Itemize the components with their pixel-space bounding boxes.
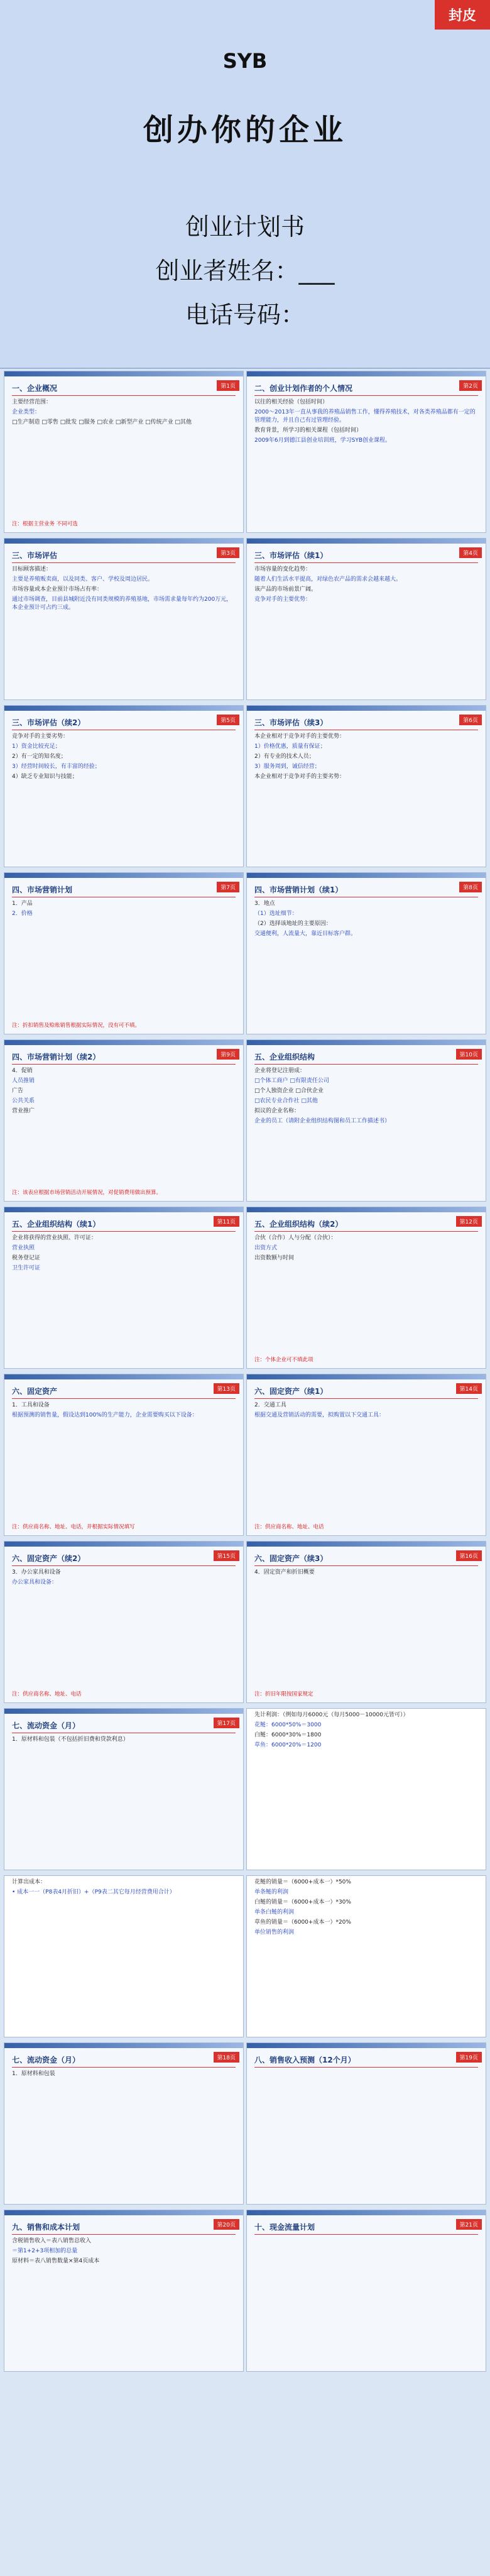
slide-line: 本企业相对于竞争对手的主要劣势：: [254, 774, 346, 780]
slide-line: 通过市场调查，目前县城附近没有同类规模的养殖基地，市场需求量每年约为200万元，本企业预计可占约三成。: [12, 596, 232, 611]
slide-thumbnail[interactable]: [4, 1207, 244, 1369]
slide-page-badge: 第4页: [459, 547, 482, 558]
slide-row: [0, 371, 490, 533]
slide-line: 该产品的市场前景广阔。: [254, 586, 317, 593]
slide-line: 4．促销: [12, 1068, 33, 1074]
slide-title: 四、市场营销计划（续2）: [12, 1051, 236, 1065]
slide-header-bar: [4, 1374, 243, 1379]
slide-line: 2）有一定的知名度；: [12, 754, 67, 760]
slide-note: 注：供应商名称、地址、电话，并根据实际情况填写: [12, 1524, 135, 1530]
slide-title: 六、固定资产: [12, 1386, 236, 1399]
slide-line: 2000～2013年一直从事我的养殖品销售工作，懂得养殖技术，对各类养殖品都有一定的管理能力，并且自己有过管理经验。: [254, 409, 476, 424]
slide-page-badge: 第20页: [214, 2219, 239, 2230]
slide-title: 六、固定资产（续2）: [12, 1553, 236, 1566]
slide-thumbnail[interactable]: [246, 371, 486, 533]
slide-thumbnail[interactable]: [4, 2210, 244, 2372]
slide-page-badge: 第12页: [456, 1216, 482, 1227]
slide-line: 计算出成本：: [12, 1879, 46, 1885]
slide-thumbnail[interactable]: [4, 371, 244, 533]
slide-header-bar: [247, 1207, 486, 1212]
slide-page-badge: 第15页: [214, 1550, 239, 1561]
slide-note: 注：根据主营业务 不同可选: [12, 521, 78, 527]
slide-line: □个体工商户 □有限责任公司: [254, 1078, 329, 1084]
slide-thumbnail[interactable]: [4, 1708, 244, 1870]
slide-line: 主要经营范围：: [12, 399, 52, 405]
slide-body: [12, 900, 236, 918]
slide-grid: [0, 371, 490, 2377]
slide-body: [12, 1234, 236, 1273]
slide-line: 先计利润：（例如每月6000元（每月5000－10000元皆可））: [254, 1712, 409, 1718]
slide-header-bar: [247, 706, 486, 711]
slide-line: 卫生许可证: [12, 1265, 41, 1271]
slide-line: 白鲢：6000*30%＝1800: [254, 1732, 322, 1738]
slide-row: [0, 1708, 490, 1870]
slide-body: [12, 1736, 236, 1744]
syb-title: SYB: [222, 49, 268, 73]
slide-title: 七、流动资金（月）: [12, 1720, 236, 1733]
slide-body: [12, 566, 236, 612]
slide-header-bar: [247, 2043, 486, 2048]
slide-header-bar: [4, 1542, 243, 1547]
slide-title: 十、现金流量计划: [254, 2222, 478, 2235]
slide-page-badge: 第19页: [456, 2052, 482, 2063]
slide-body: [254, 733, 478, 781]
slide-page-badge: 第3页: [217, 547, 239, 558]
slide-line: • 成本一一（P8表4月折旧）+（P9表二其它每月经营费用合计）: [12, 1889, 175, 1895]
name-line: 创业者姓名：___: [155, 257, 335, 285]
slide-thumbnail[interactable]: [246, 2210, 486, 2372]
slide-thumbnail[interactable]: [4, 2042, 244, 2205]
slide-row: [0, 1541, 490, 1703]
slide-line: （1）选址细节：: [254, 911, 298, 917]
slide-line: 广告: [12, 1088, 24, 1094]
slide-line: 教育背景，所学习的相关课程（包括时间）: [254, 427, 362, 434]
slide-title: 四、市场营销计划: [12, 884, 236, 897]
slide-thumbnail[interactable]: [246, 2042, 486, 2205]
slide-body: [12, 2070, 236, 2078]
slide-line: 公共关系: [12, 1098, 35, 1104]
slide-line: 企业类型：: [12, 409, 41, 415]
slide-row: [0, 872, 490, 1034]
slide-line: 人员推销: [12, 1078, 35, 1084]
slide-header-bar: [4, 706, 243, 711]
slide-header-bar: [4, 539, 243, 544]
slide-header-bar: [4, 371, 243, 376]
slide-line: 企业将登记注册成：: [254, 1068, 306, 1074]
slide-body: [12, 1067, 236, 1115]
slide-line: 草鱼的销量＝（6000+成本一）*20%: [254, 1919, 351, 1926]
slide-note: 注：个体企业可不填此项: [254, 1357, 313, 1363]
slide-line: 2）有专业的技术人员；: [254, 754, 315, 760]
slide-title: 九、销售和成本计划: [12, 2222, 236, 2235]
slide-line: ＝第1+2+3项相加的总量: [12, 2248, 78, 2254]
slide-row: [0, 1374, 490, 1536]
slide-thumbnail[interactable]: [246, 1374, 486, 1536]
slide-title: 五、企业组织结构（续1）: [12, 1219, 236, 1232]
cover-page: [0, 0, 490, 369]
slide-thumbnail[interactable]: [246, 1875, 486, 2037]
slide-line: 2．价格: [12, 911, 33, 917]
slide-body: [12, 2237, 236, 2266]
slide-header-bar: [4, 2210, 243, 2215]
slide-row: [0, 2210, 490, 2372]
slide-thumbnail[interactable]: [246, 1541, 486, 1703]
slide-header-bar: [4, 1040, 243, 1045]
slide-thumbnail[interactable]: [4, 705, 244, 867]
slide-row: [0, 538, 490, 700]
slide-line: 4．固定资产和折旧概要: [254, 1569, 315, 1576]
slide-line: 2009年6月到德江县创业培训班，学习SYB创业课程。: [254, 437, 391, 444]
slide-row: [0, 2042, 490, 2205]
slide-line: 以往的相关经验（包括时间）: [254, 399, 329, 405]
slide-line: 企业将获得的营业执照、许可证：: [12, 1235, 97, 1241]
slide-line: 拟议的企业名称：: [254, 1108, 300, 1114]
slide-line: 办公家具和设备：: [12, 1579, 58, 1586]
main-title: 创办你的企业: [143, 112, 347, 148]
slide-body: [12, 1569, 236, 1587]
slide-line: 白鲢的销量＝（6000+成本一）*30%: [254, 1899, 351, 1905]
slide-line: 花鲢的销量＝（6000+成本一）*50%: [254, 1879, 351, 1885]
slide-line: 企业的员工（请附企业组织结构图和员工工作描述书）: [254, 1118, 391, 1124]
slide-line: 1．产品: [12, 901, 33, 907]
slide-page-badge: 第1页: [217, 380, 239, 391]
slide-line: □生产制造 □零售 □批发 □服务 □农业 □新型产业 □传统产业 □其他: [12, 419, 192, 425]
slide-header-bar: [4, 873, 243, 878]
slide-page-badge: 第21页: [456, 2219, 482, 2230]
slide-body: [12, 733, 236, 781]
slide-line: 营业推广: [12, 1108, 35, 1114]
slide-header-bar: [247, 539, 486, 544]
slide-line: 含税销售收入＝表八销售总收入: [12, 2238, 92, 2244]
slide-page-badge: 第13页: [214, 1383, 239, 1394]
slide-note: 注：供应商名称、地址、电话: [12, 1691, 82, 1697]
slide-line: 草鱼：6000*20%＝1200: [254, 1742, 322, 1748]
slide-line: 合伙（合作）人与分配（合伙）：: [254, 1235, 337, 1241]
slide-line: 1．原材料和包装（不包括折旧费和贷款利息）: [12, 1736, 129, 1743]
slide-row: [0, 1039, 490, 1202]
slide-thumbnail[interactable]: [4, 1039, 244, 1202]
slide-title: 五、企业组织结构: [254, 1051, 478, 1065]
slide-body: [254, 900, 478, 938]
phone-line: 电话号码：: [185, 301, 305, 329]
slide-body: [254, 1067, 478, 1126]
slide-line: 主要是养殖贩卖商，以及同类、客户、学校及周边居民。: [12, 576, 154, 583]
slide-title: 五、企业组织结构（续2）: [254, 1219, 478, 1232]
slide-title: 七、流动资金（月）: [12, 2054, 236, 2068]
slide-line: 随着人们生活水平提高，对绿色农产品的需求会越来越大。: [254, 576, 402, 583]
slide-line: 3．办公家具和设备: [12, 1569, 61, 1576]
slide-line: （2）选择该地址的主要原因：: [254, 921, 332, 927]
slide-line: 营业执照: [12, 1245, 35, 1251]
slide-line: 1）价格优惠，质量有保证；: [254, 743, 326, 750]
plan-title: 创业计划书: [185, 213, 305, 241]
slide-line: 出资方式: [254, 1245, 278, 1251]
slide-note: 注：折扣销售及赊账销售根据实际情况，没有可不填。: [12, 1022, 141, 1029]
slide-page-badge: 第6页: [459, 715, 482, 725]
slide-body: [254, 1401, 478, 1420]
slide-line: 3）经营时间较长，有丰富的经验；: [12, 764, 101, 770]
slide-body: [12, 1401, 236, 1420]
slide-title: 三、市场评估（续2）: [12, 717, 236, 730]
slide-page-badge: 第17页: [214, 1718, 239, 1728]
slide-thumbnail[interactable]: [246, 1039, 486, 1202]
slide-body: [254, 1711, 478, 1750]
slide-thumbnail[interactable]: [4, 538, 244, 700]
slide-title: 一、企业概况: [12, 383, 236, 396]
slide-line: 4）缺乏专业知识与技能；: [12, 774, 78, 780]
slide-page-badge: 第9页: [217, 1049, 239, 1060]
slide-page-badge: 第11页: [214, 1216, 239, 1227]
slide-row: [0, 1875, 490, 2037]
slide-note: 注：供应商名称、地址、电话: [254, 1524, 324, 1530]
slide-thumbnail[interactable]: [246, 872, 486, 1034]
slide-title: 六、固定资产（续3）: [254, 1553, 478, 1566]
slide-line: 根据预测的销售量，假设达到100%的生产能力，企业需要购买以下设备：: [12, 1412, 198, 1418]
slide-page-badge: 第7页: [217, 882, 239, 892]
slide-body: [254, 566, 478, 604]
slide-page-badge: 第18页: [214, 2052, 239, 2063]
slide-line: 本企业相对于竞争对手的主要优势：: [254, 733, 346, 740]
slide-body: [254, 1569, 478, 1577]
slide-header-bar: [247, 1374, 486, 1379]
slide-line: 竞争对手的主要优势：: [254, 596, 312, 603]
slide-header-bar: [4, 2043, 243, 2048]
slide-line: 3．地点: [254, 901, 275, 907]
slide-page-badge: 第5页: [217, 715, 239, 725]
slide-header-bar: [247, 371, 486, 376]
slide-header-bar: [247, 1542, 486, 1547]
slide-title: 四、市场营销计划（续1）: [254, 884, 478, 897]
slide-page-badge: 第16页: [456, 1550, 482, 1561]
slide-line: 花鲢：6000*50%＝3000: [254, 1722, 322, 1728]
slide-body: [254, 1878, 478, 1937]
slide-body: [12, 398, 236, 427]
slide-thumbnail[interactable]: [246, 1207, 486, 1369]
slide-line: 交通便利，人流量大，靠近目标客户群。: [254, 931, 357, 937]
slide-line: □农民专业合作社 □其他: [254, 1098, 318, 1104]
slide-thumbnail[interactable]: [246, 1708, 486, 1870]
slide-title: 八、销售收入预测（12个月）: [254, 2054, 478, 2068]
slide-line: 竞争对手的主要劣势：: [12, 733, 69, 740]
slide-line: 单位销售的利润: [254, 1929, 295, 1936]
slide-body: [254, 398, 478, 445]
slide-line: 根据交通及营销活动的需要，拟购置以下交通工具：: [254, 1412, 385, 1418]
slide-line: 1．原材料和包装: [12, 2071, 55, 2077]
slide-row: [0, 705, 490, 867]
slide-line: 单条鲢的利润: [254, 1889, 289, 1895]
slide-title: 六、固定资产（续1）: [254, 1386, 478, 1399]
slide-line: 1）资金比较充足；: [12, 743, 61, 750]
slide-body: [254, 1234, 478, 1263]
slide-line: 2．交通工具: [254, 1402, 286, 1408]
slide-thumbnail[interactable]: [4, 1875, 244, 2037]
slide-note: 注：该表应根据市场营销活动开展情况，对促销费用做出预算。: [12, 1190, 162, 1196]
slide-header-bar: [247, 1040, 486, 1045]
slide-title: 二、创业计划作者的个人情况: [254, 383, 478, 396]
slide-page-badge: 第10页: [456, 1049, 482, 1060]
slide-line: □个人独资企业 □合伙企业: [254, 1088, 324, 1094]
slide-note: 注：折旧年限按国家规定: [254, 1691, 313, 1697]
slide-title: 三、市场评估（续1）: [254, 550, 478, 563]
slide-thumbnail[interactable]: [246, 538, 486, 700]
slide-line: 税务登记证: [12, 1255, 41, 1261]
slide-body: [12, 1878, 236, 1897]
slide-header-bar: [247, 873, 486, 878]
slide-header-bar: [247, 2210, 486, 2215]
slide-page-badge: 第2页: [459, 380, 482, 391]
slide-line: 单条白鲢的利润: [254, 1909, 295, 1916]
slide-line: 目标顾客描述：: [12, 566, 52, 573]
slide-line: 原材料＝表八销售数量×第4页成本: [12, 2258, 100, 2264]
slide-title: 三、市场评估（续3）: [254, 717, 478, 730]
cover-tag: 封皮: [435, 0, 490, 30]
slide-page-badge: 第8页: [459, 882, 482, 892]
slide-header-bar: [4, 1709, 243, 1714]
slide-line: 市场容量或本企业预计市场占有率：: [12, 586, 103, 593]
slide-thumbnail[interactable]: [4, 872, 244, 1034]
slide-line: 市场容量的变化趋势：: [254, 566, 312, 573]
slide-line: 1．工具和设备: [12, 1402, 50, 1408]
slide-line: 出资数额与时间: [254, 1255, 295, 1261]
slide-thumbnail[interactable]: [246, 705, 486, 867]
slide-header-bar: [4, 1207, 243, 1212]
slide-line: 3）服务周到，诚信经营；: [254, 764, 320, 770]
slide-title: 三、市场评估: [12, 550, 236, 563]
slide-thumbnail[interactable]: [4, 1541, 244, 1703]
slide-page-badge: 第14页: [456, 1383, 482, 1394]
slide-thumbnail[interactable]: [4, 1374, 244, 1536]
slide-row: [0, 1207, 490, 1369]
